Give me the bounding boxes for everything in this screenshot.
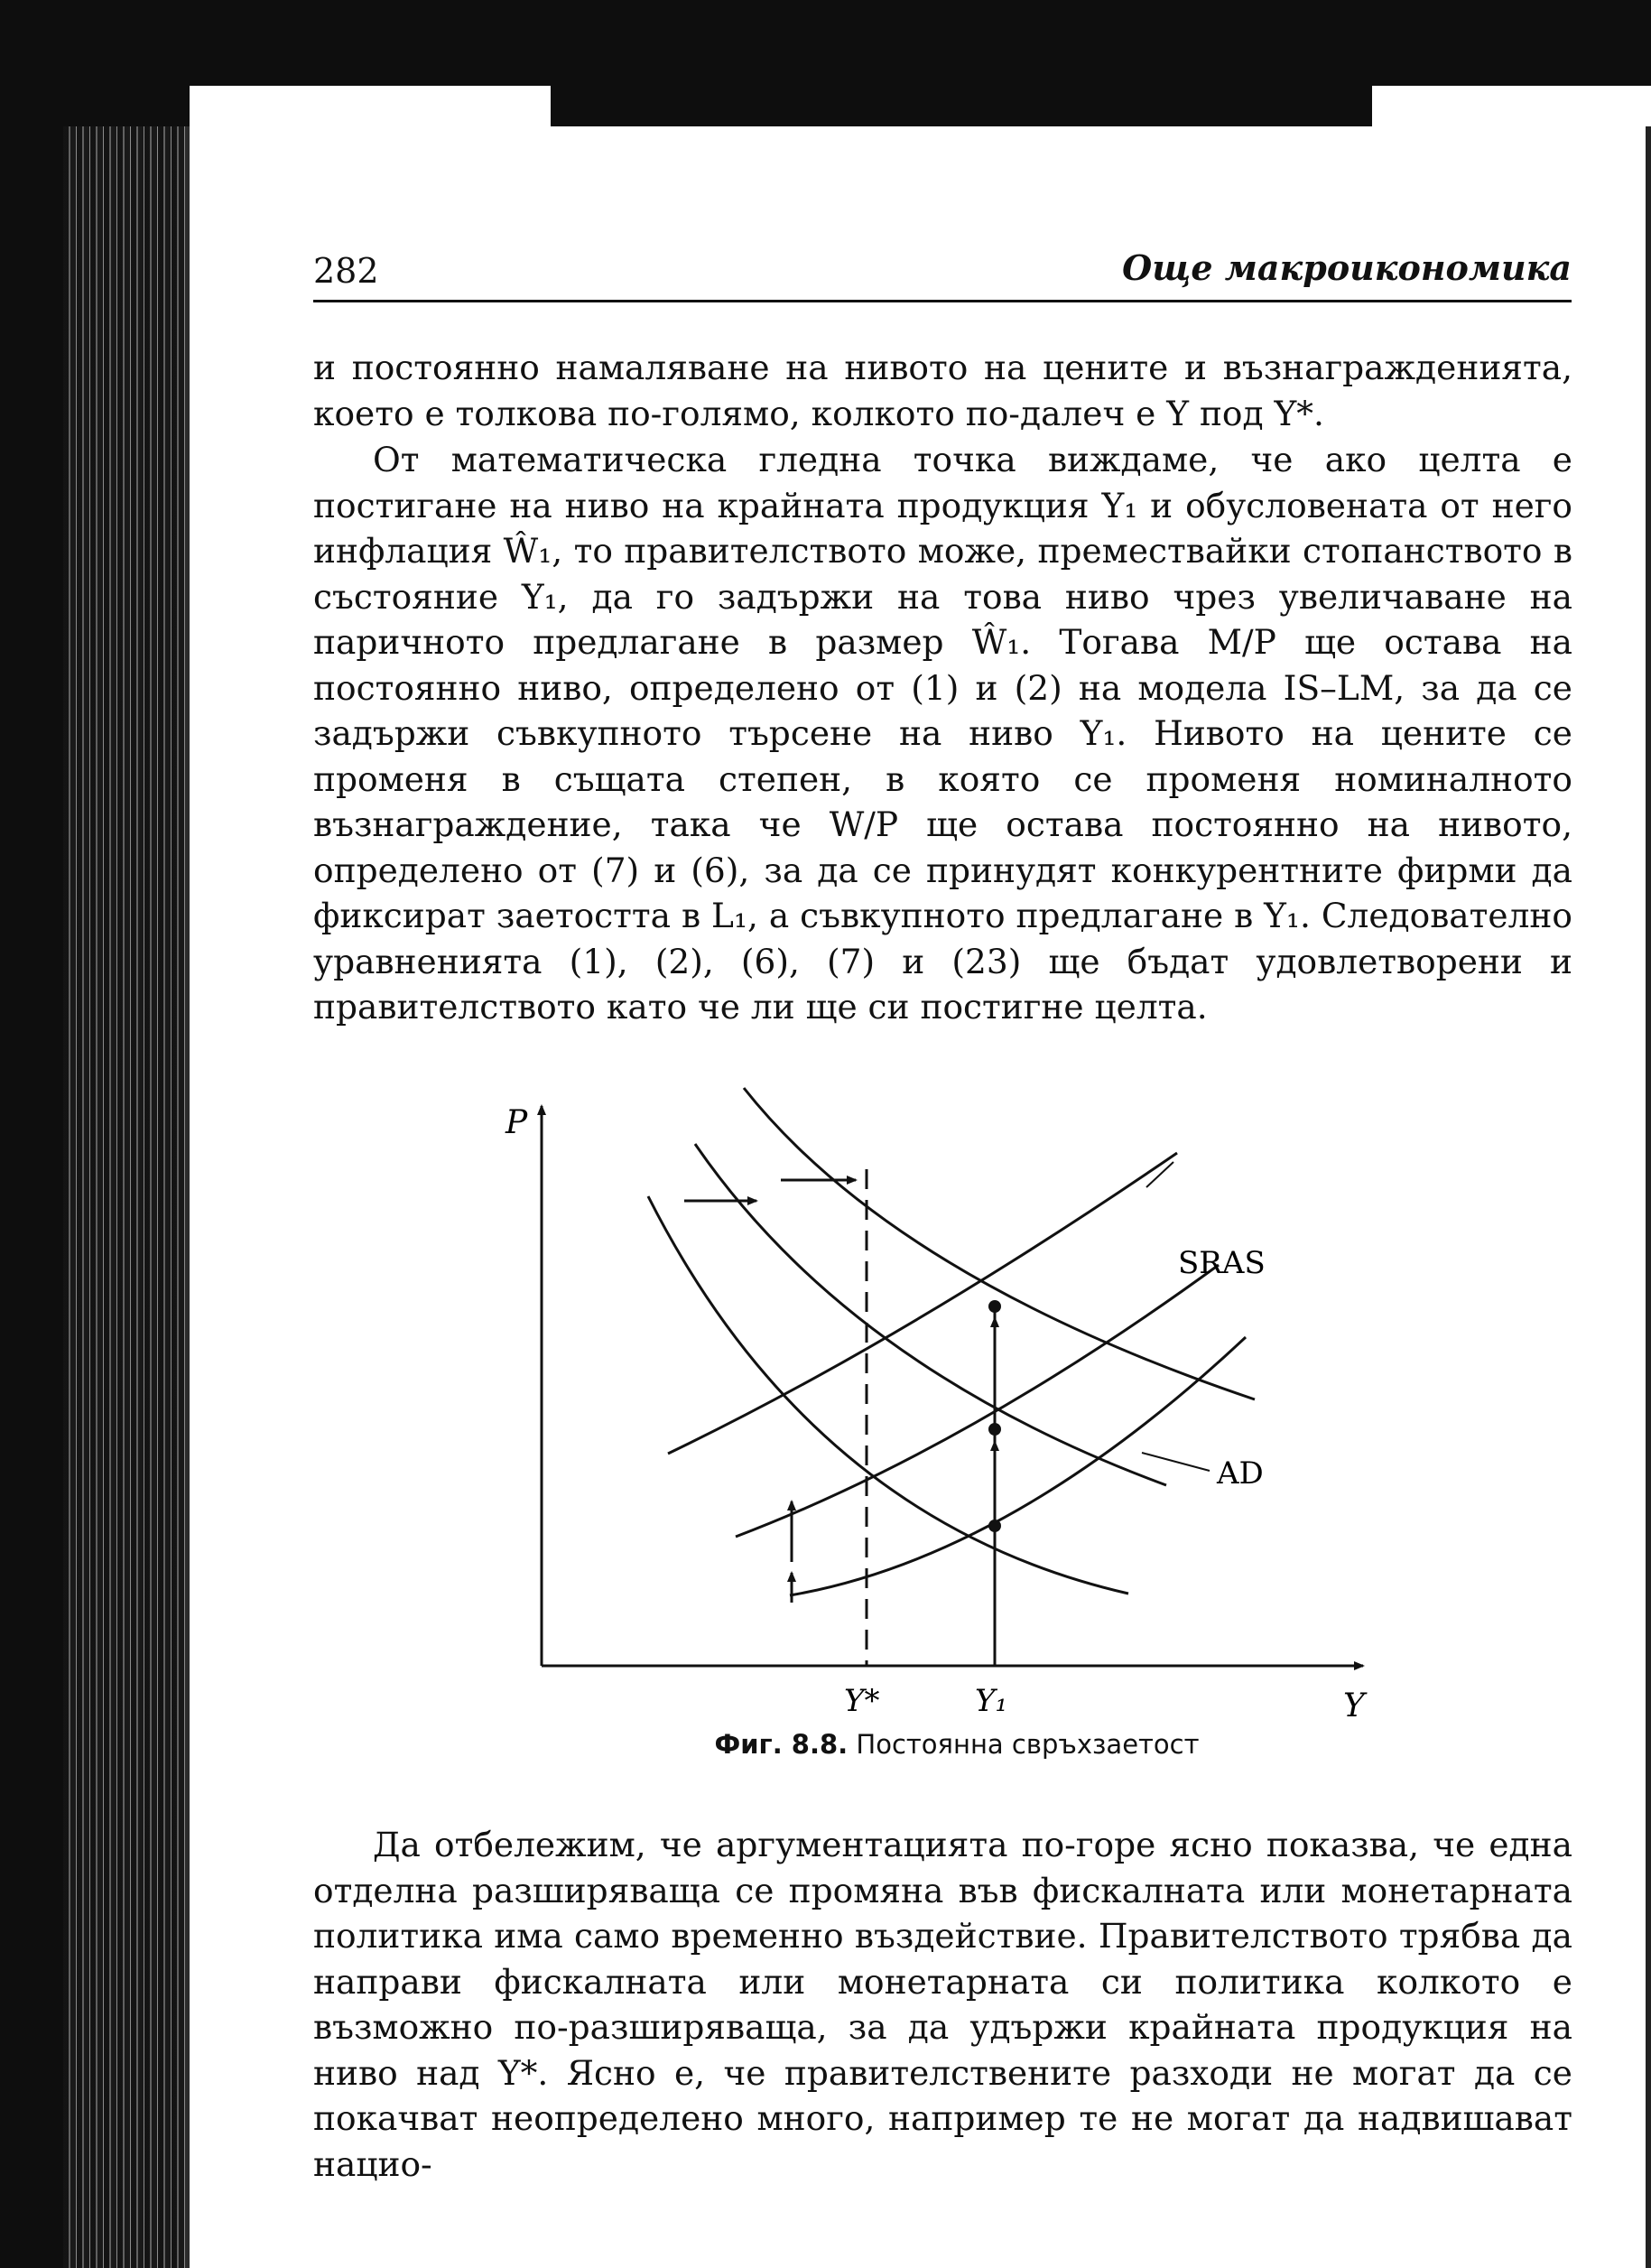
- paragraph-1-text: и постоянно намаляване на нивото на цените и възнагражденията, което е толкова по-голямо, колкото по-далеч е Y под Y*.: [313, 348, 1572, 433]
- scan-right-edge: [1646, 126, 1651, 2268]
- sras-curve-1: [668, 1153, 1177, 1454]
- ad-label: AD: [1217, 1455, 1264, 1492]
- paragraph-1: [313, 345, 1572, 436]
- paragraph-2: [313, 437, 1572, 1030]
- y1-tick-label: Y₁: [975, 1683, 1008, 1719]
- sras-ad-diagram: [487, 1070, 1426, 1720]
- scan-top-notch: [551, 54, 1372, 126]
- paragraph-3-text: Да отбележим, че аргументацията по-горе ясно показва, че една отделна разширяваща се промяна във фискалната или монетарната политика има само временно въздействие. Правителството трябва да направи фискалната или монетарната си политика колкото е възможно по-разширяваща, за да удържи крайната продукция на ниво над Y*. Ясно е, че правителствените разходи не могат да се покачват неопределено много, например те не могат да надвишават нацио-: [313, 1825, 1572, 2184]
- page-number: 282: [313, 251, 379, 291]
- sras-curve-2: [736, 1265, 1219, 1537]
- running-title: Още макроикономика: [1122, 247, 1572, 288]
- sras-label: SRAS: [1178, 1245, 1266, 1281]
- ad-curve-2: [695, 1144, 1166, 1485]
- ad-label-leader: [1142, 1453, 1210, 1471]
- equilibrium-point-1: [988, 1520, 1001, 1532]
- equilibrium-point-3: [988, 1300, 1001, 1313]
- paragraph-2-text: От математическа гледна точка виждаме, че ако целта е постигане на ниво на крайната продукция Y₁ и обусловената от него инфлация Ŵ₁, то правителството може, премествайки стопанството в състояние Y₁, да го задържи на това ниво чрез увеличаване на паричното предлагане в размер Ŵ₁. Тогава M/P ще остава на постоянно ниво, определено от (1) и (2) на модела IS–LM, за да се задържи съвкупното търсене на ниво Y₁. Нивото на цените се променя в същата степен, в която се променя номиналното възнаграждение, така че W/P ще остава постоянно на нивото, определено от (7) и (6), за да се принудят конкурентните фирми да фиксират заетостта в L₁, а съвкупното предлагане в Y₁. Следователно уравненията (1), (2), (6), (7) и (23) ще бъдат удовлетворени и правителството като че ли ще си постигне целта.: [313, 440, 1572, 1027]
- scan-binding-stripes: [63, 126, 190, 2268]
- figure-8-8: [487, 1070, 1426, 1720]
- caption-label: Фиг. 8.8.: [714, 1729, 849, 1760]
- equilibrium-point-2: [988, 1423, 1001, 1436]
- x-axis-label: Y: [1343, 1687, 1365, 1720]
- header-rule: [313, 300, 1572, 302]
- ad-curve-1: [648, 1196, 1128, 1594]
- paragraph-3: [313, 1822, 1572, 2187]
- ad-curve-3: [744, 1088, 1255, 1399]
- figure-caption: [677, 1729, 1237, 1760]
- caption-text: Постоянна свръхзаетост: [856, 1729, 1200, 1760]
- ystar-tick-label: Y*: [844, 1683, 880, 1719]
- y-axis-label: P: [506, 1104, 528, 1141]
